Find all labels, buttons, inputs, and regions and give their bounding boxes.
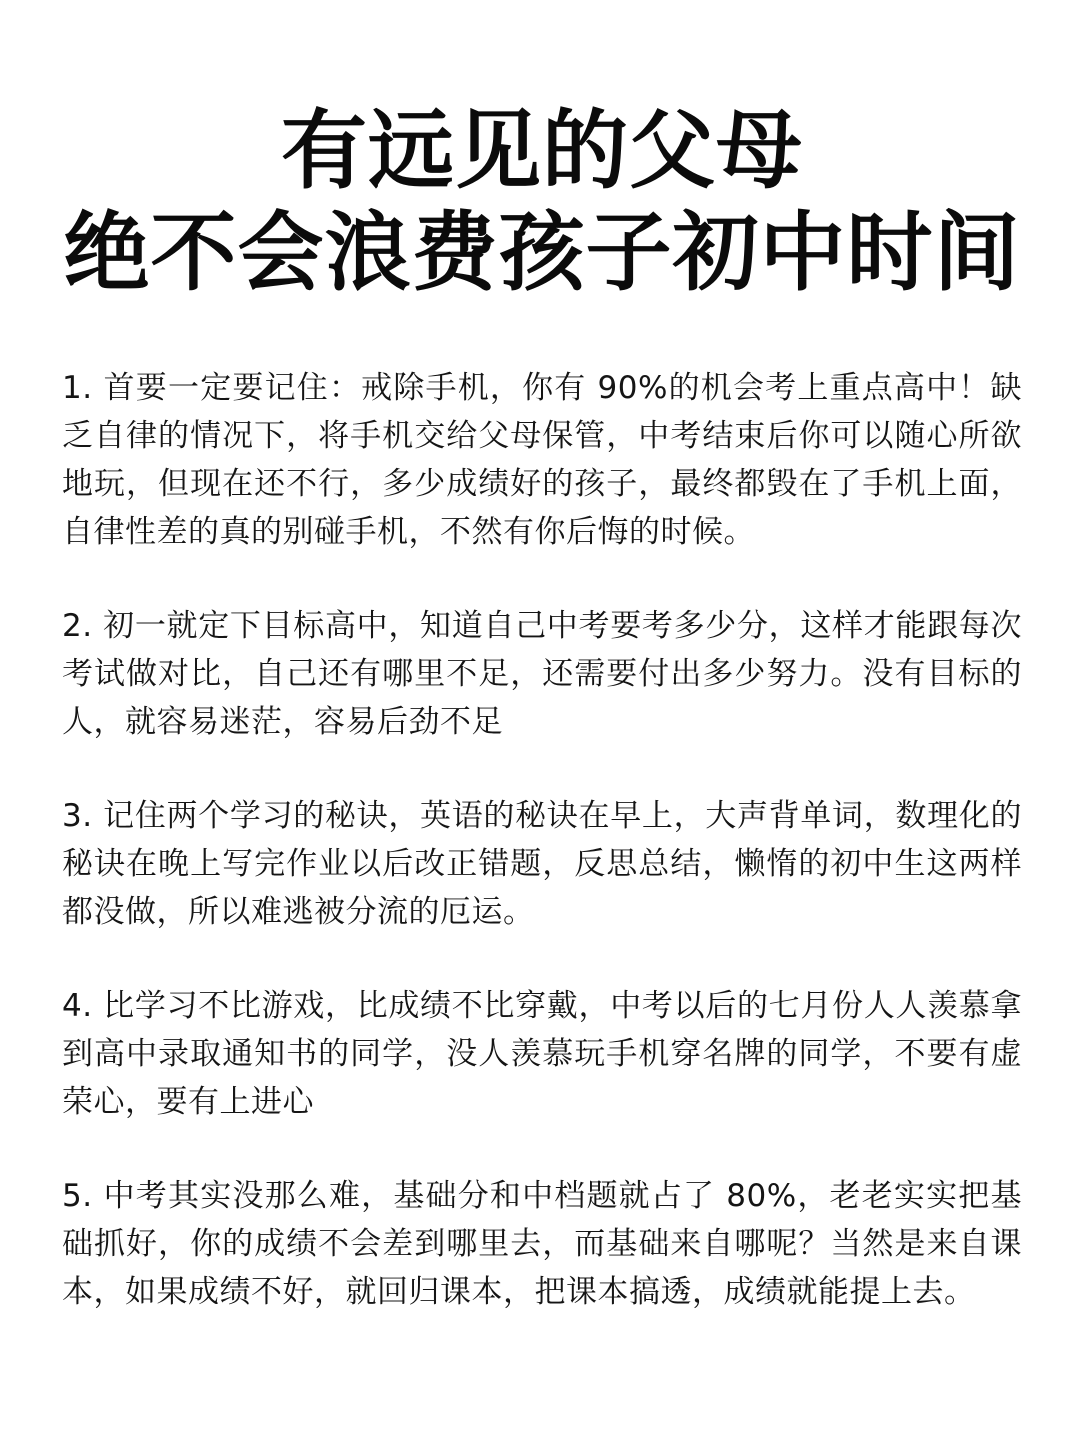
- article-title: [62, 100, 1022, 304]
- title-line-2: 绝不会浪费孩子初中时间: [63, 203, 1021, 303]
- title-line-1: 有远见的父母: [281, 101, 803, 201]
- article-body: [62, 364, 1022, 1316]
- tip-paragraph-3: 3. 记住两个学习的秘诀，英语的秘诀在早上，大声背单词，数理化的秘诀在晚上写完作业以后改正错题，反思总结，懒惰的初中生这两样都没做，所以难逃被分流的厄运。: [62, 798, 1022, 930]
- tip-paragraph-5: 5. 中考其实没那么难，基础分和中档题就占了 80%，老老实实把基础抓好，你的成绩不会差到哪里去，而基础来自哪呢？当然是来自课本，如果成绩不好，就回归课本，把课本搞透，成绩就能提上去。: [62, 1178, 1022, 1310]
- tip-paragraph-2: 2. 初一就定下目标高中，知道自己中考要考多少分，这样才能跟每次考试做对比，自己还有哪里不足，还需要付出多少努力。没有目标的人，就容易迷茫，容易后劲不足: [62, 608, 1022, 740]
- tip-paragraph-1: 1. 首要一定要记住：戒除手机，你有 90%的机会考上重点高中！缺乏自律的情况下，将手机交给父母保管，中考结束后你可以随心所欲地玩，但现在还不行，多少成绩好的孩子，最终都毁在了手机上面，自律性差的真的别碰手机，不然有你后悔的时候。: [62, 370, 1022, 550]
- tip-paragraph-4: 4. 比学习不比游戏，比成绩不比穿戴，中考以后的七月份人人羡慕拿到高中录取通知书的同学，没人羡慕玩手机穿名牌的同学，不要有虚荣心，要有上进心: [62, 988, 1022, 1120]
